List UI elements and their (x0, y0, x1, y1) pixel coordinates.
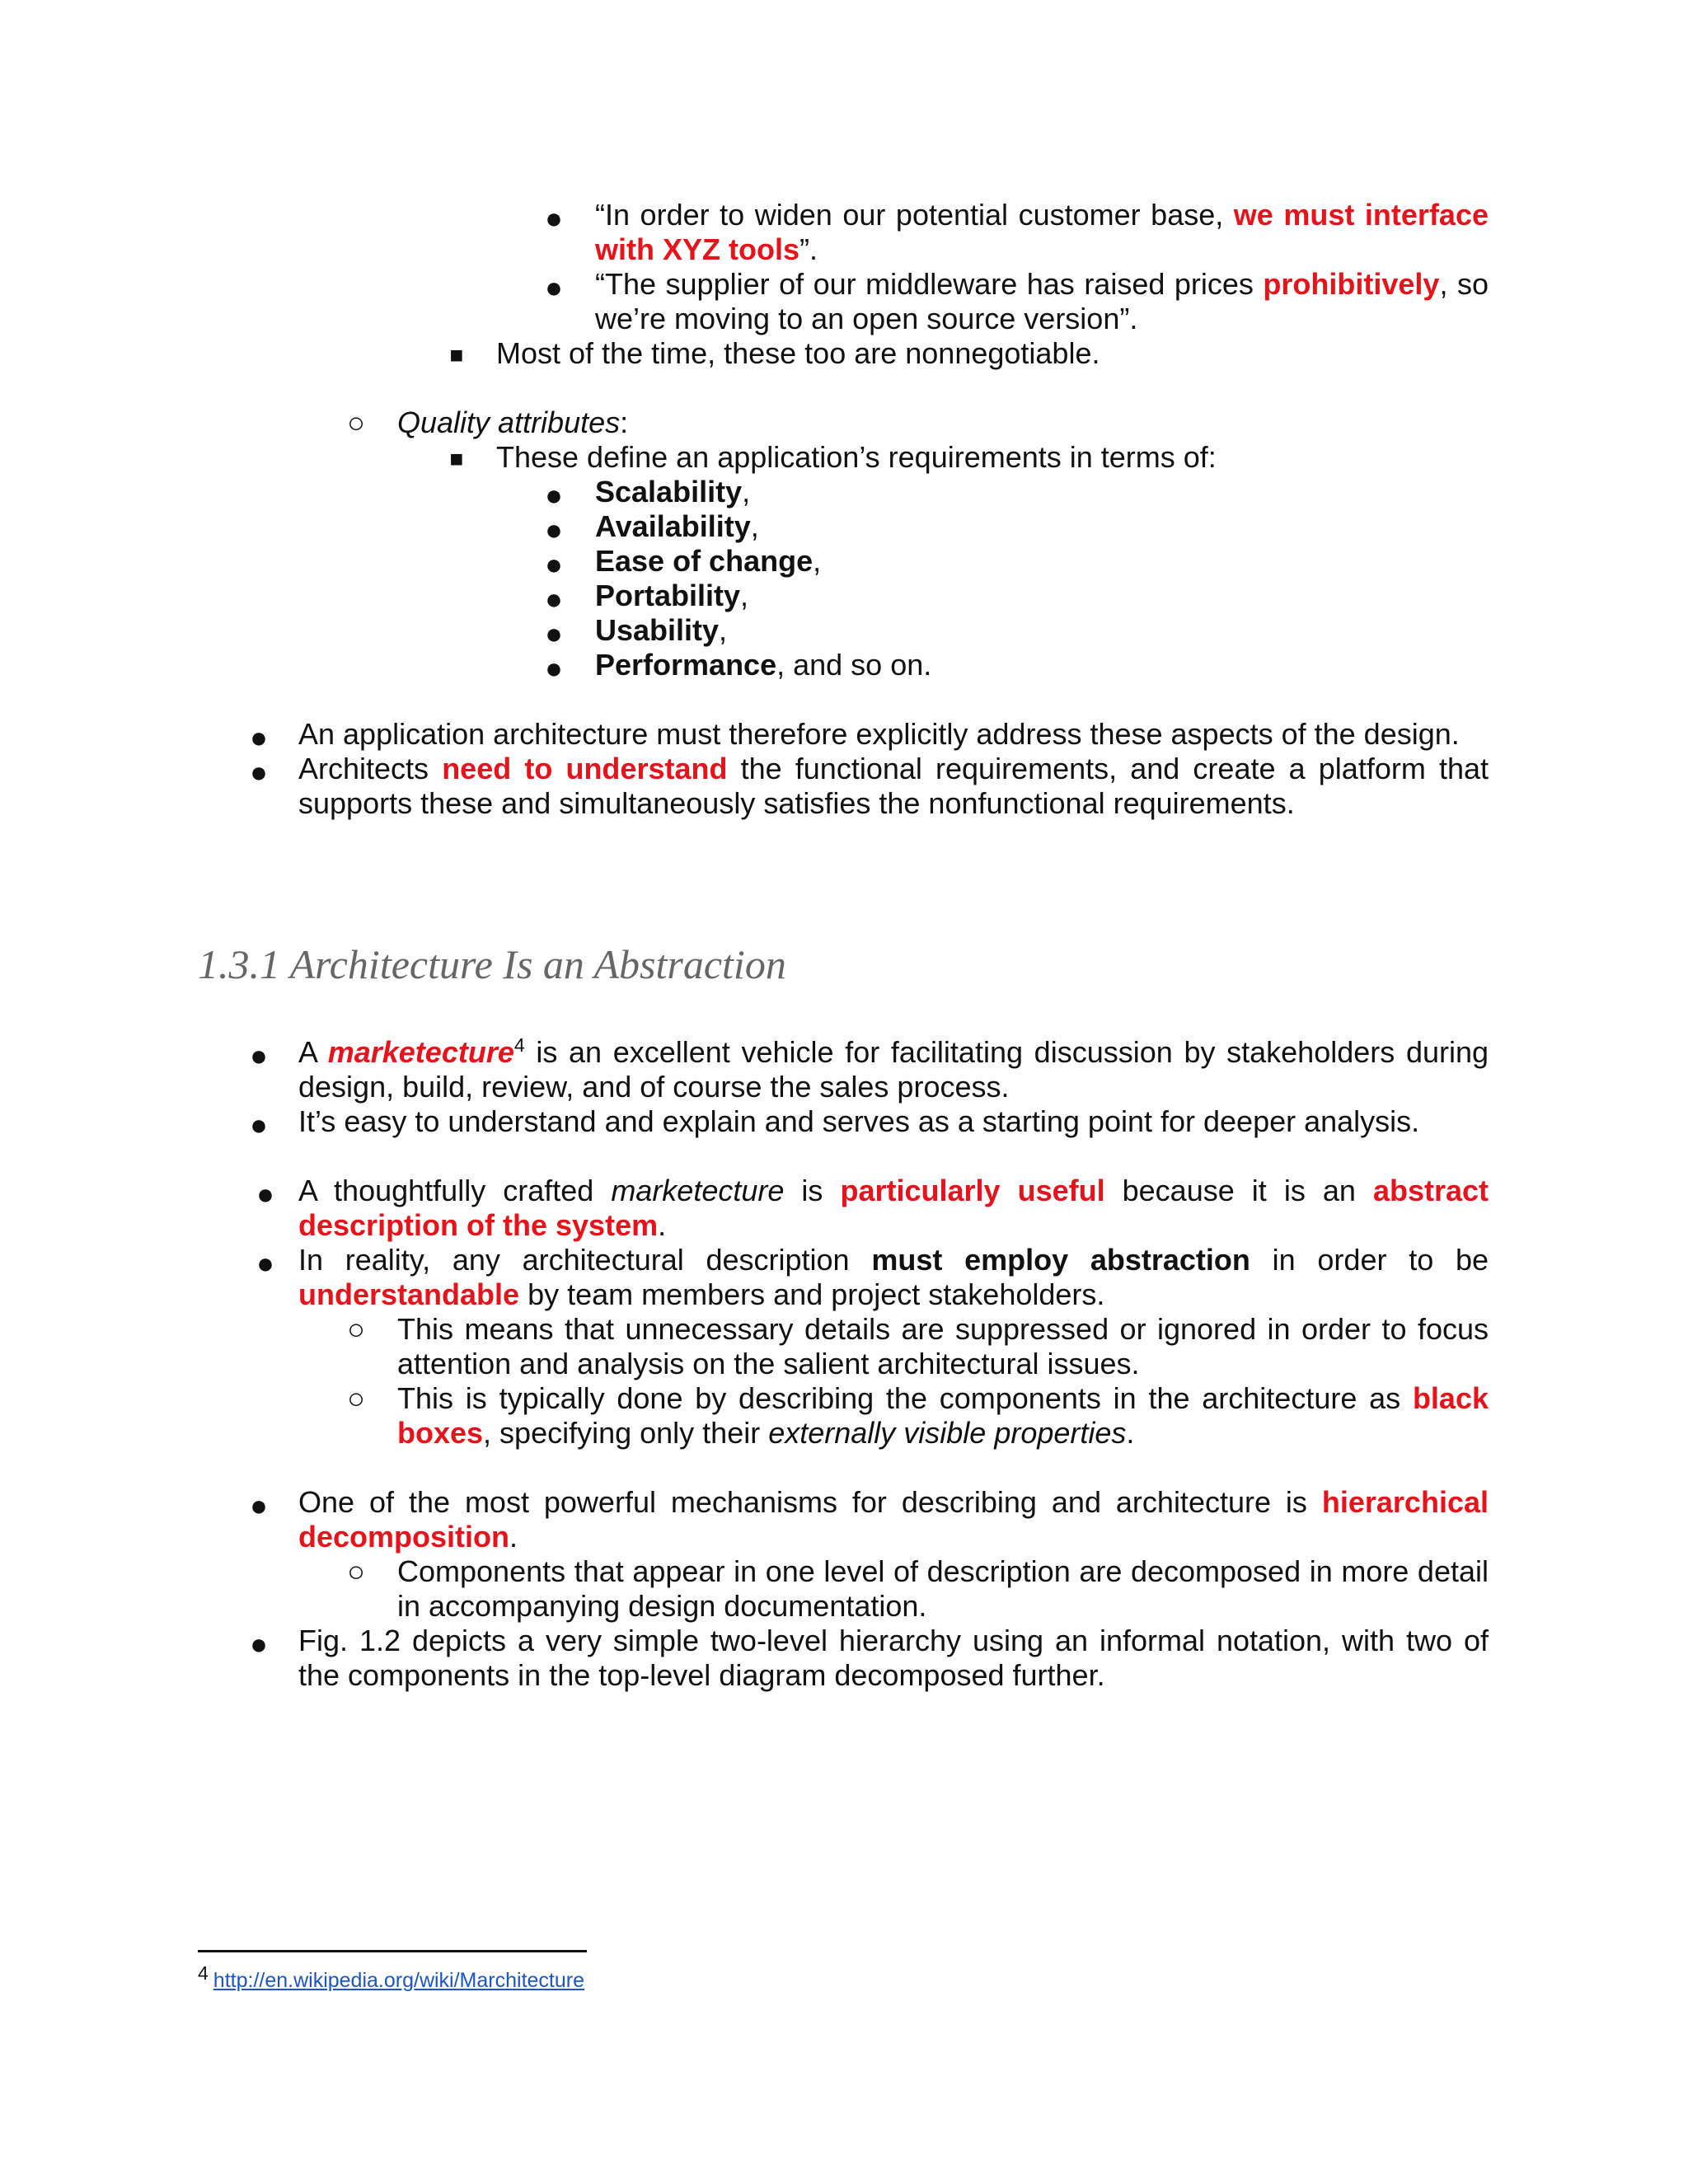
in-reality-paragraph: In reality, any architectural description must employ abstraction in order to be understandable by team members and project stakeholders. (298, 1243, 1489, 1311)
bullet-circle: ○ (347, 405, 365, 439)
marketecture-paragraph: A marketecture$^4$ is an excellent vehicle for facilitating discussion by stakeholders during design, build, review, and of course the sales process. (298, 1034, 1489, 1104)
list-item: Availability, (595, 509, 759, 543)
components-decomposed-paragraph: Components that appear in one level of description are decomposed in more detail in accompanying design documentation. (397, 1554, 1489, 1623)
footnote-number: 4 (198, 1961, 209, 1984)
architecture-address-paragraph: An application architecture must therefore explicitly address these aspects of the design. (298, 717, 1460, 751)
bullet-disc: ● (250, 1488, 268, 1522)
hierarchical-decomposition-paragraph: One of the most powerful mechanisms for describing and architecture is hierarchical decomposition. (298, 1485, 1489, 1554)
fig-1-2-paragraph: Fig. 1.2 depicts a very simple two-level hierarchy using an informal notation, with two of the components in the top-level diagram decomposed further. (298, 1624, 1489, 1692)
bullet-disc: ● (545, 513, 563, 546)
footnote-link[interactable]: http://en.wikipedia.org/wiki/Marchitecture (213, 1969, 584, 1992)
architects-paragraph: Architects need to understand the functional requirements, and create a platform that supports these and simultaneously satisfies the nonfunctional requirements. (298, 752, 1489, 820)
quality-attributes-heading: Quality attributes: (397, 405, 629, 439)
bullet-disc: ● (545, 478, 563, 512)
footnote-ref: 4 (513, 1034, 525, 1056)
bullet-disc: ● (545, 201, 563, 235)
bullet-disc: ● (545, 547, 563, 581)
quote-middleware: “The supplier of our middleware has raised prices prohibitively, so we’re moving to an open source version”. (595, 267, 1489, 335)
thoughtfully-crafted-paragraph: A thoughtfully crafted marketecture is particularly useful because it is an abstract description of the system. (298, 1174, 1489, 1242)
bullet-disc: ● (256, 1246, 274, 1280)
bullet-disc: ● (256, 1177, 274, 1211)
bullet-circle: ○ (347, 1312, 365, 1346)
quality-intro: These define an application’s requirements in terms of: (496, 440, 1217, 474)
bullet-disc: ● (250, 1627, 268, 1661)
list-item: Usability, (595, 613, 728, 647)
bullet-disc: ● (250, 755, 268, 789)
bullet-disc: ● (545, 270, 563, 304)
bullet-disc: ● (250, 1038, 268, 1072)
quote-customer-base: “In order to widen our potential customer base, we must interface with XYZ tools”. (595, 198, 1489, 266)
bullet-disc: ● (545, 582, 563, 616)
list-item: Performance, and so on. (595, 648, 932, 682)
bullet-disc: ● (250, 1108, 268, 1141)
bullet-disc: ● (545, 616, 563, 650)
easy-to-understand-paragraph: It’s easy to understand and explain and serves as a starting point for deeper analysis. (298, 1104, 1420, 1138)
bullet-disc: ● (545, 651, 563, 685)
black-boxes-paragraph: This is typically done by describing the components in the architecture as black boxes, specifying only their externally visible properties. (397, 1381, 1489, 1450)
section-heading: 1.3.1 Architecture Is an Abstraction (198, 941, 786, 987)
bullet-disc: ● (250, 720, 268, 754)
list-item: Ease of change, (595, 544, 822, 578)
bullet-circle: ○ (347, 1381, 365, 1415)
bullet-circle: ○ (347, 1554, 365, 1588)
list-item: Scalability, (595, 475, 751, 509)
footnote (198, 1961, 584, 1994)
nonnegotiable-note: Most of the time, these too are nonnegotiable. (496, 336, 1100, 370)
footnote-separator (198, 1950, 587, 1952)
bullet-square: ■ (449, 446, 464, 471)
suppressed-details-paragraph: This means that unnecessary details are suppressed or ignored in order to focus attention and analysis on the salient architectural issues. (397, 1312, 1489, 1380)
bullet-square: ■ (449, 342, 464, 368)
list-item: Portability, (595, 579, 749, 612)
